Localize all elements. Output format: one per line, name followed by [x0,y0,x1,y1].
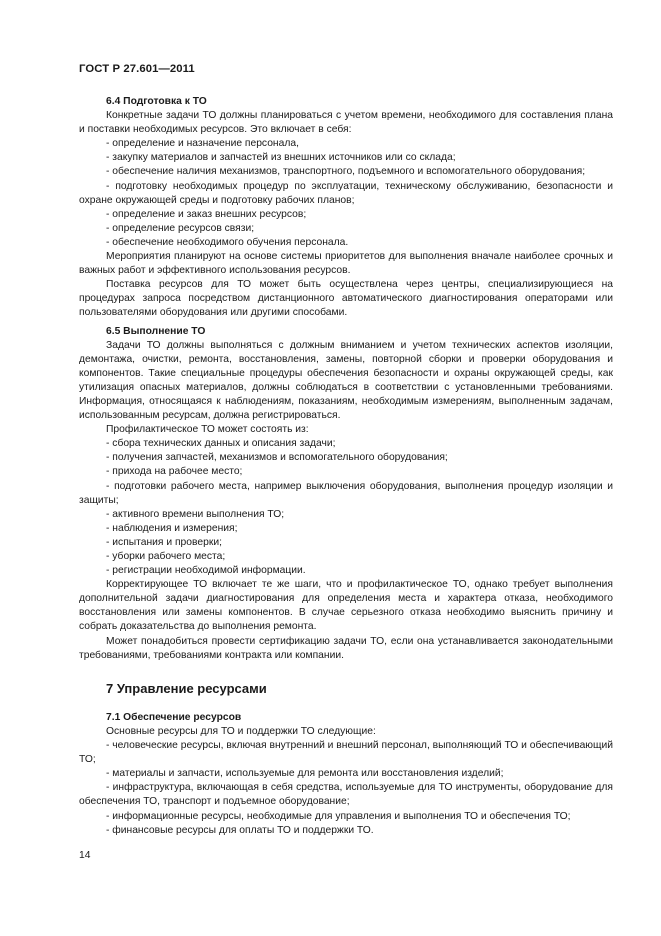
list-item: - материалы и запчасти, используемые для ремонта или восстановления изделий; [106,768,504,780]
paragraph: Основные ресурсы для ТО и поддержки ТО следующие: [106,725,376,737]
paragraph: Конкретные задачи ТО должны планироваться с учетом времени, необходимого для составления плана и поставки необходимых ресурсов. Это включает в себя: [79,110,613,136]
section-7-1-heading: 7.1 Обеспечение ресурсов [106,711,242,723]
section-7-heading: 7 Управление ресурсами [106,680,267,696]
list-item: - подготовку необходимых процедур по эксплуатации, техническому обслуживанию, безопасности и охране окружающей среды и подготовку рабочих планов; [79,180,613,206]
paragraph: Мероприятия планируют на основе системы приоритетов для выполнения вначале наиболее срочных и важных работ и эффективного использования ресурсов. [79,251,613,277]
list-item: - обеспечение наличия механизмов, транспортного, подъемного и вспомогательного оборудования; [106,166,586,178]
list-item: - активного времени выполнения ТО; [106,508,285,520]
document-body [79,91,613,838]
list-item: - подготовки рабочего места, например выключения оборудования, выполнения процедур изоляции и защиты; [79,480,613,506]
section-6-5-heading: 6.5 Выполнение ТО [106,325,206,337]
list-item: - закупку материалов и запчастей из внешних источников или со склада; [106,152,456,164]
paragraph: Поставка ресурсов для ТО может быть осуществлена через центры, специализирующиеся на процедурах запроса посредством дистанционного автоматического диагностирования операторами или пользователями оборудования или другими способами. [79,279,613,319]
list-item: - получения запчастей, механизмов и вспомогательного оборудования; [106,452,448,464]
list-item: - определение и заказ внешних ресурсов; [106,208,307,220]
list-item: - сбора технических данных и описания задачи; [106,438,336,450]
list-item: - финансовые ресурсы для оплаты ТО и поддержки ТО. [106,824,374,836]
document-header: ГОСТ Р 27.601—2011 [79,63,195,75]
paragraph: Профилактическое ТО может состоять из: [106,424,309,436]
paragraph: Корректирующее ТО включает те же шаги, что и профилактическое ТО, однако требует выполнения дополнительной задачи диагностирования для определения места и характера отказа, необходимого восстановления или замены компонентов. В случае серьезного отказа необходимо выяснить причину и собрать доказательства до выполнения ремонта. [79,579,613,633]
page-number: 14 [79,850,91,861]
list-item: - обеспечение необходимого обучения персонала. [106,236,349,248]
list-item: - информационные ресурсы, необходимые для управления и выполнения ТО и обеспечения ТО; [106,810,571,822]
list-item: - наблюдения и измерения; [106,522,238,534]
list-item: - регистрации необходимой информации. [106,565,306,577]
list-item: - определение ресурсов связи; [106,222,255,234]
list-item: - человеческие ресурсы, включая внутренний и внешний персонал, выполняющий ТО и обеспечивающий ТО; [79,740,613,766]
list-item: - уборки рабочего места; [106,551,226,562]
list-item: - испытания и проверки; [106,536,222,548]
section-6-4-heading: 6.4 Подготовка к ТО [106,96,207,107]
paragraph: Может понадобиться провести сертификацию задачи ТО, если она устанавливается законодательными требованиями, требованиями контракта или компании. [79,635,613,661]
list-item: - прихода на рабочее место; [106,466,243,478]
list-item: - определение и назначение персонала, [106,138,299,150]
paragraph: Задачи ТО должны выполняться с должным вниманием и учетом технических аспектов изоляции, демонтажа, очистки, ремонта, восстановления, замены, повторной сборки и проверки оборудования и компонентов. Такие специальные процедуры обеспечения безопасности и охраны окружающей среды, как утилизация опасных материалов, должны соблюдаться в соответствии с установленными требованиями. Информация, относящаяся к наблюдениям, показаниям, необходимым измерениям, выполненным задачам, использованным ресурсам, должна регистрироваться. [79,339,613,422]
list-item: - инфраструктура, включающая в себя средства, используемые для ТО инструменты, оборудование для обеспечения ТО, транспорт и подъемное оборудование; [79,782,613,808]
